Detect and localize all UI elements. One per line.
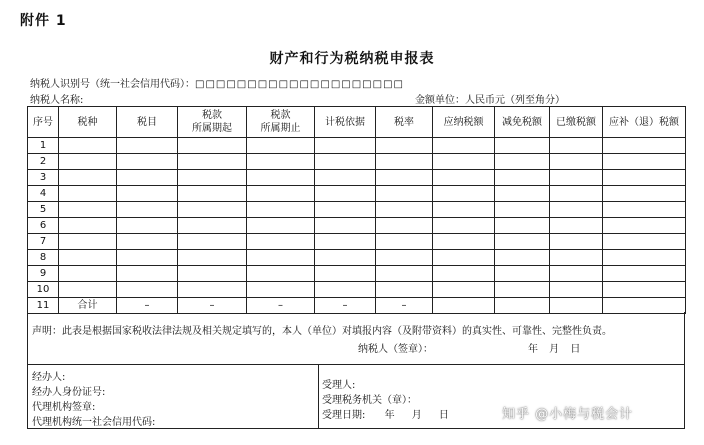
table-row — [28, 154, 686, 170]
table-cell[interactable] — [247, 186, 315, 202]
table-cell[interactable] — [178, 186, 247, 202]
table-cell[interactable] — [117, 266, 178, 282]
table-cell[interactable] — [376, 234, 433, 250]
table-cell[interactable] — [603, 170, 686, 186]
receive-date: 年 月 日 — [384, 410, 449, 421]
table-cell[interactable] — [117, 138, 178, 154]
table-cell[interactable] — [178, 170, 247, 186]
table-cell[interactable] — [550, 282, 603, 298]
table-cell[interactable] — [603, 282, 686, 298]
taxpayer-name-label: 纳税人名称: — [30, 95, 84, 106]
table-cell[interactable] — [117, 202, 178, 218]
attachment-label: 附件 1 — [20, 13, 67, 29]
row-number-cell: 10 — [28, 282, 59, 298]
column-header: 税款 所属期止 — [247, 107, 315, 138]
column-header: 序号 — [28, 107, 59, 138]
column-header: 税款 所属期起 — [178, 107, 247, 138]
table-cell[interactable] — [59, 154, 117, 170]
table-cell[interactable] — [603, 234, 686, 250]
table-cell[interactable] — [376, 170, 433, 186]
table-cell[interactable] — [376, 218, 433, 234]
table-cell[interactable] — [603, 266, 686, 282]
table-cell[interactable] — [59, 282, 117, 298]
row-number-cell: 6 — [28, 218, 59, 234]
column-header: 应纳税额 — [433, 107, 495, 138]
table-cell[interactable] — [178, 234, 247, 250]
table-cell[interactable] — [433, 202, 495, 218]
table-cell[interactable] — [247, 250, 315, 266]
table-cell[interactable] — [247, 202, 315, 218]
row-number-cell: 1 — [28, 138, 59, 154]
table-cell[interactable] — [117, 250, 178, 266]
table-cell[interactable] — [315, 282, 376, 298]
taxpayer-id-boxes[interactable]: □□□□□□□□□□□□□□□□□□□□ — [195, 79, 404, 90]
table-row — [28, 234, 686, 250]
table-cell[interactable] — [433, 282, 495, 298]
table-cell[interactable] — [433, 138, 495, 154]
table-cell[interactable] — [495, 186, 550, 202]
column-header: 税种 — [59, 107, 117, 138]
table-cell[interactable] — [247, 138, 315, 154]
table-cell[interactable] — [603, 154, 686, 170]
table-row — [28, 250, 686, 266]
table-cell[interactable] — [603, 138, 686, 154]
declaration-date: 年 月 日 — [528, 344, 581, 355]
table-cell[interactable] — [603, 186, 686, 202]
table-cell[interactable]: – — [376, 298, 433, 314]
table-cell[interactable] — [603, 202, 686, 218]
table-cell[interactable] — [550, 170, 603, 186]
table-cell[interactable] — [178, 154, 247, 170]
table-cell[interactable] — [59, 234, 117, 250]
table-cell[interactable] — [247, 234, 315, 250]
table-cell[interactable] — [178, 138, 247, 154]
row-number-cell: 9 — [28, 266, 59, 282]
table-cell[interactable] — [59, 138, 117, 154]
declaration-statement: 声明：此表是根据国家税收法律法规及相关规定填写的，本人（单位）对填报内容（及附带资料）的真实性、可靠性、完整性负责。 — [32, 326, 612, 337]
table-cell[interactable] — [433, 170, 495, 186]
table-cell[interactable] — [376, 202, 433, 218]
table-cell[interactable] — [315, 234, 376, 250]
table-cell[interactable] — [550, 202, 603, 218]
taxpayer-signature-label: 纳税人（签章）： — [358, 344, 433, 355]
table-header-row — [28, 107, 686, 138]
receiver-label: 受理人: — [322, 380, 356, 391]
column-header: 减免税额 — [495, 107, 550, 138]
table-cell[interactable] — [550, 138, 603, 154]
table-cell[interactable]: – — [315, 298, 376, 314]
table-cell[interactable] — [495, 250, 550, 266]
table-cell[interactable] — [495, 282, 550, 298]
table-cell[interactable] — [315, 170, 376, 186]
taxpayer-id-row — [30, 75, 404, 90]
table-cell[interactable] — [433, 250, 495, 266]
watermark: 知乎 @小梅与税会计 — [502, 407, 634, 422]
table-cell[interactable] — [495, 234, 550, 250]
table-cell[interactable] — [178, 218, 247, 234]
table-cell[interactable] — [117, 170, 178, 186]
tax-table — [27, 106, 686, 314]
table-cell[interactable] — [315, 266, 376, 282]
table-cell[interactable] — [315, 154, 376, 170]
table-cell[interactable] — [247, 170, 315, 186]
table-cell[interactable] — [495, 138, 550, 154]
table-cell[interactable] — [315, 186, 376, 202]
table-cell[interactable] — [550, 234, 603, 250]
table-cell[interactable] — [59, 170, 117, 186]
table-cell[interactable] — [376, 266, 433, 282]
table-cell[interactable] — [495, 170, 550, 186]
table-cell[interactable] — [247, 266, 315, 282]
table-cell[interactable] — [495, 154, 550, 170]
table-cell[interactable] — [315, 218, 376, 234]
column-header: 税目 — [117, 107, 178, 138]
table-cell[interactable] — [550, 250, 603, 266]
table-cell[interactable] — [550, 266, 603, 282]
receive-date-label: 受理日期: — [322, 410, 366, 421]
currency-note: 金额单位：人民币元（列至角分） — [415, 95, 565, 106]
column-header: 已缴税额 — [550, 107, 603, 138]
table-cell[interactable] — [117, 218, 178, 234]
row-number-cell: 3 — [28, 170, 59, 186]
table-cell[interactable] — [376, 138, 433, 154]
column-header: 应补（退）税额 — [603, 107, 686, 138]
row-number-cell: 7 — [28, 234, 59, 250]
table-cell[interactable] — [247, 282, 315, 298]
table-cell[interactable] — [495, 202, 550, 218]
table-row — [28, 202, 686, 218]
agent-label: 经办人: — [32, 372, 66, 383]
declaration-section — [27, 312, 685, 365]
table-cell[interactable]: – — [117, 298, 178, 314]
agency-code-label: 代理机构统一社会信用代码: — [32, 417, 156, 428]
table-cell[interactable] — [59, 218, 117, 234]
row-number-cell: 4 — [28, 186, 59, 202]
table-cell[interactable] — [603, 250, 686, 266]
section-divider — [318, 365, 319, 428]
table-cell[interactable] — [550, 154, 603, 170]
row-number-cell: 2 — [28, 154, 59, 170]
table-cell[interactable] — [117, 234, 178, 250]
table-cell[interactable] — [433, 234, 495, 250]
column-header: 税率 — [376, 107, 433, 138]
receive-date-row — [322, 406, 449, 421]
table-cell[interactable] — [376, 186, 433, 202]
table-cell[interactable] — [59, 202, 117, 218]
table-cell[interactable] — [59, 250, 117, 266]
table-cell[interactable] — [178, 250, 247, 266]
table-cell[interactable] — [315, 202, 376, 218]
taxpayer-id-label: 纳税人识别号（统一社会信用代码）： — [30, 79, 195, 90]
agent-id-label: 经办人身份证号: — [32, 387, 106, 398]
table-cell[interactable]: 合计 — [59, 298, 117, 314]
table-cell[interactable] — [117, 282, 178, 298]
agency-seal-label: 代理机构签章: — [32, 402, 96, 413]
table-cell[interactable] — [433, 154, 495, 170]
form-title: 财产和行为税纳税申报表 — [269, 51, 435, 67]
table-cell[interactable] — [433, 186, 495, 202]
table-row — [28, 266, 686, 282]
table-cell[interactable] — [59, 186, 117, 202]
table-cell[interactable] — [178, 282, 247, 298]
table-cell[interactable] — [376, 154, 433, 170]
table-row — [28, 138, 686, 154]
table-cell[interactable]: – — [178, 298, 247, 314]
table-cell[interactable] — [550, 218, 603, 234]
table-cell[interactable] — [315, 138, 376, 154]
table-cell[interactable] — [376, 250, 433, 266]
tax-office-label: 受理税务机关（章）： — [322, 395, 417, 406]
row-number-cell: 8 — [28, 250, 59, 266]
table-cell[interactable] — [59, 266, 117, 282]
table-cell[interactable] — [178, 202, 247, 218]
table-row — [28, 218, 686, 234]
table-row — [28, 186, 686, 202]
table-cell[interactable] — [495, 218, 550, 234]
table-cell[interactable]: – — [247, 298, 315, 314]
table-cell[interactable] — [433, 266, 495, 282]
table-cell[interactable] — [117, 154, 178, 170]
table-cell[interactable] — [495, 266, 550, 282]
table-cell[interactable] — [247, 154, 315, 170]
table-cell[interactable] — [550, 186, 603, 202]
table-cell[interactable] — [315, 250, 376, 266]
row-number-cell: 5 — [28, 202, 59, 218]
row-number-cell: 11 — [28, 298, 59, 314]
table-cell[interactable] — [117, 186, 178, 202]
table-row — [28, 282, 686, 298]
table-cell[interactable] — [433, 218, 495, 234]
column-header: 计税依据 — [315, 107, 376, 138]
table-body — [28, 138, 686, 314]
table-cell[interactable] — [178, 266, 247, 282]
table-row — [28, 170, 686, 186]
table-cell[interactable] — [603, 218, 686, 234]
table-cell[interactable] — [247, 218, 315, 234]
table-cell[interactable] — [376, 282, 433, 298]
